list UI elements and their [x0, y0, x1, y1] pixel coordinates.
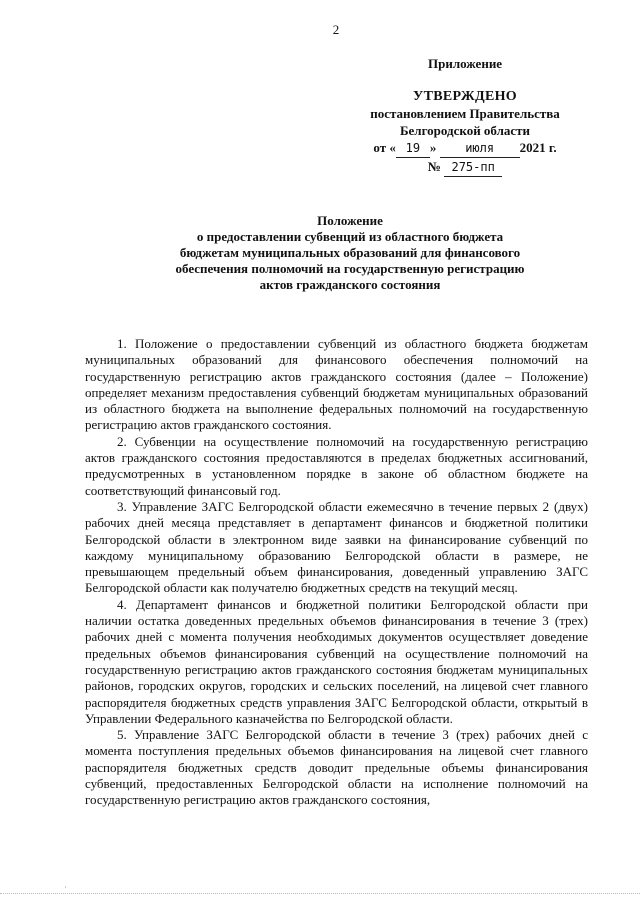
- paragraph-3: 3. Управление ЗАГС Белгородской области ежемесячно в течение первых 2 (двух) рабочих дней месяца представляет в департамент финансов и бюджетной политики Белгородской области в электронном виде заявки на финансирование субвенций по каждому муниципальному образованию Белгородской области в размере, не превышающем предельный объем финансирования, доведенный управлению ЗАГС Белгородской области как получателю бюджетных средств на текущий месяц.: [85, 498, 588, 596]
- date-quote-close: »: [429, 140, 437, 155]
- approval-date-line: [360, 139, 570, 158]
- paragraph-2: 2. Субвенции на осуществление полномочий на государственную регистрацию актов гражданского состояния предоставляются в пределах бюджетных ассигнований, предусмотренных в установленном порядке в законе об областном бюджете на соответствующий финансовый год.: [85, 433, 588, 498]
- date-day: 19: [396, 140, 430, 158]
- title-line-4: обеспечения полномочий на государственную регистрацию: [175, 261, 525, 276]
- number-sign: №: [427, 159, 441, 174]
- title-line-3: бюджетам муниципальных образований для финансового: [179, 245, 521, 260]
- title-line-2: о предоставлении субвенций из областного бюджета: [196, 229, 504, 244]
- title-line-5: актов гражданского состояния: [259, 277, 441, 292]
- approval-line-2: Белгородской области: [399, 123, 531, 138]
- document-body: [85, 336, 588, 809]
- appendix-label: Приложение: [428, 56, 503, 71]
- page-number: 2: [332, 22, 340, 37]
- approval-stamp: УТВЕРЖДЕНО: [413, 89, 517, 104]
- paragraph-5: 5. Управление ЗАГС Белгородской области в течение 3 (трех) рабочих дней с момента поступления предельных объемов финансирования на лицевой счет главного распорядителя бюджетных средств доводит предельные объемы финансирования субвенций, предоставленных Белгородской области на исполнение полномочий на государственную регистрацию актов гражданского состояния,: [85, 727, 588, 808]
- scan-mark: ˙: [64, 885, 67, 895]
- paragraph-1: 1. Положение о предоставлении субвенций из областного бюджета бюджетам муниципальных образований для финансового обеспечения полномочий на государственную регистрацию актов гражданского состояния (далее – Положение) определяет механизм предоставления субвенций бюджетам муниципальных образований из областного бюджета на выполнение федеральных полномочий на государственную регистрацию актов гражданского состояния.: [85, 336, 588, 433]
- approval-line-1: постановлением Правительства: [370, 106, 560, 121]
- date-prefix: от «: [373, 140, 396, 155]
- document-number: 275-пп: [444, 159, 502, 177]
- paragraph-4: 4. Департамент финансов и бюджетной политики Белгородской области при наличии остатка доведенных предельных объемов финансирования в течение 3 (трех) рабочих дней с момента получения необходимых документов осуществляет доведение предельных объемов финансирования субвенций на осуществление полномочий на государственную регистрацию актов гражданского состояния бюджетам муниципальных районов, городских округов, городских и сельских поселений, на лицевой счет главного распорядителя бюджетных средств управления ЗАГС Белгородской области, открытый в Управлении Федерального казначейства по Белгородской области.: [85, 596, 588, 726]
- title-line-1: Положение: [317, 213, 383, 228]
- date-month: июля: [440, 140, 520, 158]
- page-bottom-divider: [0, 893, 640, 894]
- date-year: 2021 г.: [519, 140, 557, 155]
- approval-block: [360, 88, 570, 177]
- document-title: [130, 213, 570, 293]
- approval-number-line: [360, 158, 570, 177]
